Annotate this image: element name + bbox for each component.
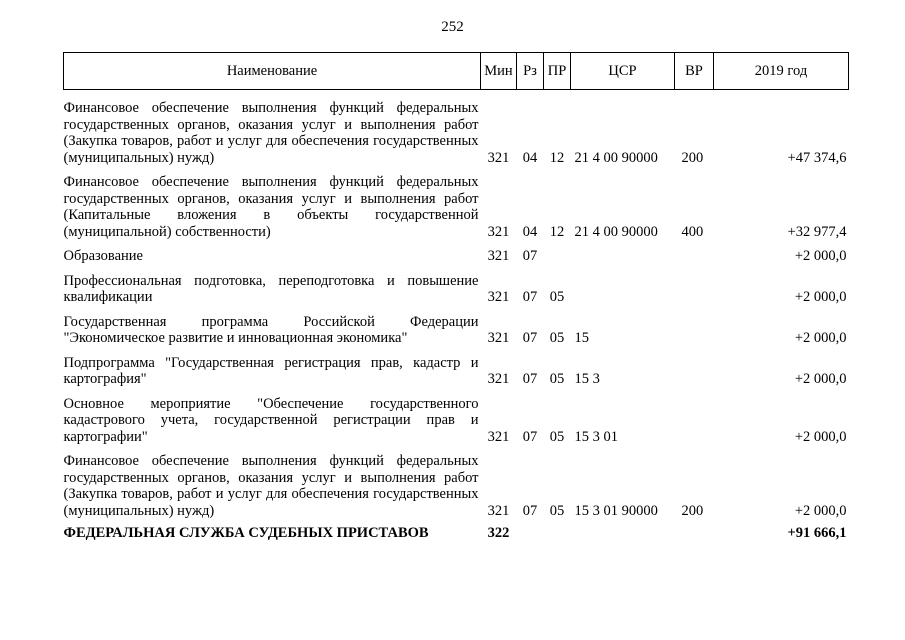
table-row <box>64 355 849 388</box>
table-row <box>64 248 849 265</box>
row-vr <box>675 273 714 306</box>
row-rz <box>517 525 544 542</box>
row-csr: 15 3 01 <box>574 428 618 445</box>
row-amount: +91 666,1 <box>787 525 847 541</box>
row-vr: 200 <box>681 149 704 166</box>
row-amount: +2 000,0 <box>794 428 847 445</box>
header-pr: ПР <box>544 53 571 90</box>
row-amount: +2 000,0 <box>794 289 847 305</box>
row-min: 321 <box>487 149 510 166</box>
row-min: 321 <box>487 371 510 387</box>
table-header-row <box>64 53 849 90</box>
row-csr: 15 3 01 90000 <box>574 502 658 519</box>
table-row <box>64 174 849 240</box>
row-vr <box>675 314 714 347</box>
table-row <box>64 453 849 519</box>
table-row <box>64 314 849 347</box>
row-spacer <box>64 240 849 248</box>
row-amount: +2 000,0 <box>794 502 847 519</box>
row-name: ФЕДЕРАЛЬНАЯ СЛУЖБА СУДЕБНЫХ ПРИСТАВОВ <box>63 525 429 541</box>
row-spacer <box>64 90 849 101</box>
row-csr: 21 4 00 90000 <box>574 223 658 240</box>
budget-table <box>63 52 849 542</box>
row-pr: 05 <box>549 330 565 346</box>
row-csr: 15 3 <box>574 371 600 387</box>
row-min: 321 <box>487 428 510 445</box>
table-row <box>64 525 849 542</box>
spacer-cell <box>64 90 849 101</box>
header-vr: ВР <box>675 53 714 90</box>
row-rz: 04 <box>522 149 538 166</box>
row-rz: 07 <box>522 289 538 305</box>
row-rz: 04 <box>522 223 538 240</box>
row-vr <box>675 396 714 446</box>
header-rz: Рз <box>517 53 544 90</box>
row-vr <box>675 525 714 542</box>
spacer-cell <box>64 388 849 396</box>
row-min: 322 <box>487 525 510 541</box>
row-rz: 07 <box>522 330 538 346</box>
row-min: 321 <box>487 502 510 519</box>
row-rz: 07 <box>522 428 538 445</box>
row-amount: +47 374,6 <box>787 149 847 166</box>
row-vr <box>675 355 714 388</box>
row-spacer <box>64 347 849 355</box>
row-spacer <box>64 306 849 314</box>
row-rz: 07 <box>522 502 538 519</box>
row-amount: +2 000,0 <box>794 330 847 346</box>
row-amount: +2 000,0 <box>794 371 847 387</box>
row-spacer <box>64 388 849 396</box>
row-min: 321 <box>487 289 510 305</box>
row-name: Профессиональная подготовка, переподготовка и повышение квалификации <box>63 272 479 305</box>
row-min: 321 <box>487 248 510 264</box>
row-pr <box>544 525 571 542</box>
row-name: Финансовое обеспечение выполнения функций федеральных государственных органов, оказания услуг и выполнения работ (Закупка товаров, работ и услуг для обеспечения государственных (муниципальных) нужд) <box>63 453 479 519</box>
table-row <box>64 396 849 446</box>
row-amount: +2 000,0 <box>794 248 847 264</box>
header-year: 2019 год <box>714 53 849 90</box>
row-name: Финансовое обеспечение выполнения функций федеральных государственных органов, оказания услуг и выполнения работ (Капитальные вложения в объекты государственной (муниципальной) собственности) <box>63 174 479 240</box>
row-csr <box>571 273 675 306</box>
row-pr: 05 <box>549 371 565 387</box>
row-name: Основное мероприятие "Обеспечение государственного кадастрового учета, государственной регистрации прав и картографии" <box>63 395 479 445</box>
row-spacer <box>64 445 849 453</box>
row-csr <box>571 525 675 542</box>
row-pr <box>544 248 571 265</box>
row-vr: 200 <box>681 502 704 519</box>
row-csr: 15 <box>574 330 589 346</box>
row-spacer <box>64 265 849 273</box>
row-csr <box>571 248 675 265</box>
spacer-cell <box>64 306 849 314</box>
row-pr: 12 <box>549 223 565 240</box>
header-csr: ЦСР <box>571 53 675 90</box>
row-min: 321 <box>487 330 510 346</box>
row-amount: +32 977,4 <box>787 223 847 240</box>
spacer-cell <box>64 445 849 453</box>
row-rz: 07 <box>522 248 538 264</box>
spacer-cell <box>64 265 849 273</box>
table-row <box>64 100 849 166</box>
page-number: 252 <box>441 19 464 35</box>
row-name: Государственная программа Российской Федерации "Экономическое развитие и инновационная экономика" <box>63 313 479 346</box>
row-name: Образование <box>63 248 143 264</box>
row-csr: 21 4 00 90000 <box>574 149 658 166</box>
header-min: Мин <box>481 53 517 90</box>
row-min: 321 <box>487 223 510 240</box>
table-row <box>64 273 849 306</box>
row-name: Финансовое обеспечение выполнения функций федеральных государственных органов, оказания услуг и выполнения работ (Закупка товаров, работ и услуг для обеспечения государственных (муниципальных) нужд) <box>63 100 479 166</box>
row-pr: 05 <box>549 428 565 445</box>
row-pr: 12 <box>549 149 565 166</box>
row-pr: 05 <box>549 289 565 305</box>
spacer-cell <box>64 347 849 355</box>
row-pr: 05 <box>549 502 565 519</box>
row-name: Подпрограмма "Государственная регистрация прав, кадастр и картография" <box>63 354 479 387</box>
row-spacer <box>64 166 849 174</box>
spacer-cell <box>64 240 849 248</box>
spacer-cell <box>64 166 849 174</box>
header-name: Наименование <box>64 53 481 90</box>
row-vr <box>675 248 714 265</box>
row-rz: 07 <box>522 371 538 387</box>
row-vr: 400 <box>681 223 704 240</box>
